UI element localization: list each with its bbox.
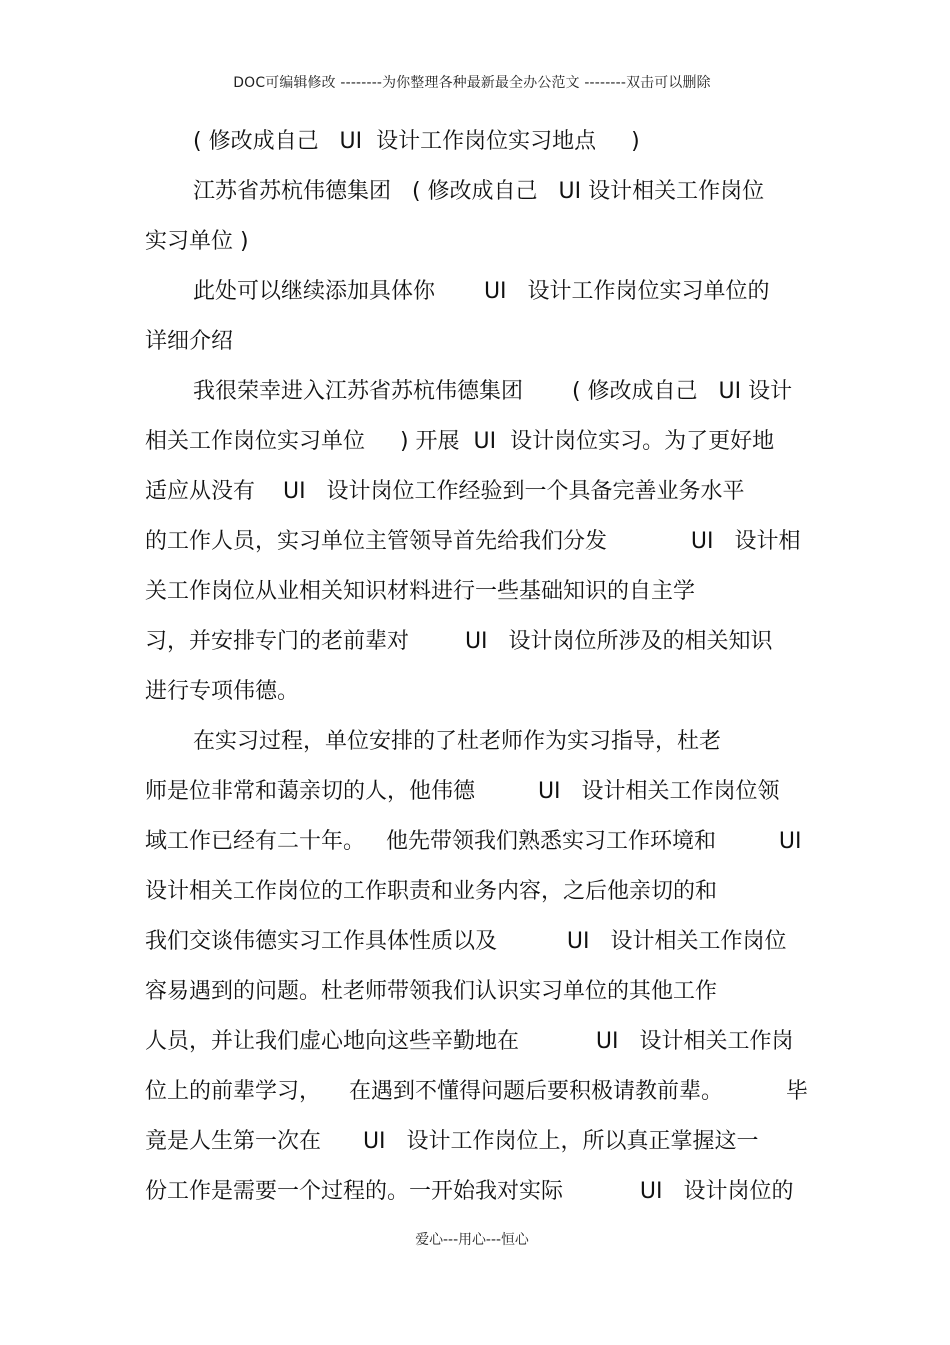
text-line: 设计相关工作岗位的工作职责和业务内容，之后他亲切的和 [145,879,718,904]
text-line: 容易遇到的问题。杜老师带领我们认识实习单位的其他工作 [145,979,718,1004]
text-line: 竟是人生第一次在 UI 设计工作岗位上，所以真正掌握这一 [145,1129,759,1154]
text-line: 关工作岗位从业相关知识材料进行一些基础知识的自主学 [145,579,696,604]
text-line: 我很荣幸进入江苏省苏杭伟德集团 ( 修改成自己 UI 设计 [193,379,793,404]
page-header: DOC可编辑修改 --------为你整理各种最新最全办公范文 --------双击可以删除 [233,75,711,91]
text-line: 师是位非常和蔼亲切的人，他伟德 UI 设计相关工作岗位领 [145,779,780,804]
text-line: 份工作是需要一个过程的。一开始我对实际 UI 设计岗位的 [145,1179,794,1204]
text-line: 域工作已经有二十年。 他先带领我们熟悉实习工作环境和 UI [145,829,802,854]
text-line: 相关工作岗位实习单位 ) 开展 UI 设计岗位实习。为了更好地 [145,429,775,454]
text-line: 人员，并让我们虚心地向这些辛勤地在 UI 设计相关工作岗 [145,1029,794,1054]
text-line: 的工作人员，实习单位主管领导首先给我们分发 UI 设计相 [145,529,801,554]
text-line: 适应从没有 UI 设计岗位工作经验到一个具备完善业务水平 [145,479,745,504]
text-line: 详细介绍 [145,329,234,354]
text-line: 位上的前辈学习， 在遇到不懂得问题后要积极请教前辈。 毕 [145,1079,808,1104]
text-line: 进行专项伟德。 [145,679,300,704]
text-line: 实习单位 ) [145,229,249,254]
text-line: 江苏省苏杭伟德集团 ( 修改成自己 UI 设计相关工作岗位 [193,179,765,204]
text-line: ( 修改成自己 UI 设计工作岗位实习地点 ) [193,129,640,154]
text-line: 在实习过程，单位安排的了杜老师作为实习指导，杜老 [193,729,722,754]
text-line: 我们交谈伟德实习工作具体性质以及 UI 设计相关工作岗位 [145,929,787,954]
text-line: 此处可以继续添加具体你 UI 设计工作岗位实习单位的 [193,279,770,304]
page-footer: 爱心---用心---恒心 [415,1232,529,1248]
text-line: 习，并安排专门的老前辈对 UI 设计岗位所涉及的相关知识 [145,629,773,654]
